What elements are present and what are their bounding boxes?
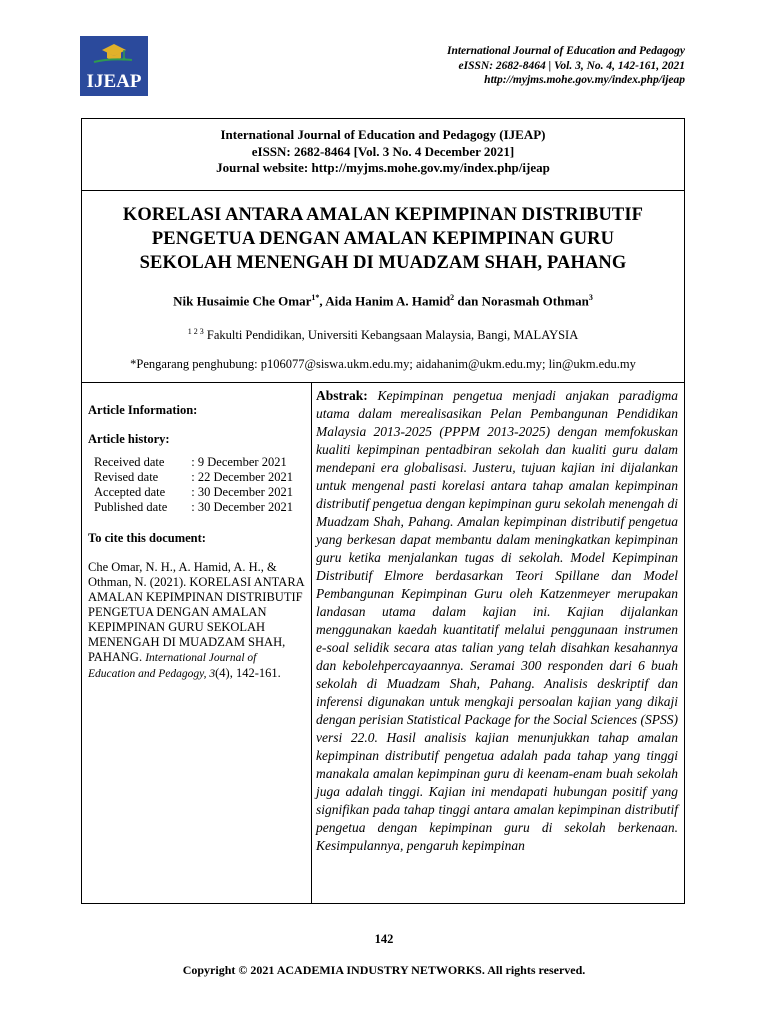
- masthead-issn: eISSN: 2682-8464 [Vol. 3 No. 4 December 2021]: [251, 143, 515, 159]
- abstract-text: Kepimpinan pengetua menjadi anjakan paradigma utama dalam merealisasikan Pelan Pembangunan Pendidikan Malaysia 2013-2025 (PPPM 2013-2025) dengan memfokuskan kualiti kepimpinan pentadbiran sekolah dan kualiti guru dalam mendepani era globalisasi. Justeru, tujuan kajian ini dijalankan untuk mengenal pasti korelasi antara tahap amalan kepimpinan distributif pengetua dengan kepimpinan guru sekolah menengah di Muadzam Shah, Pahang. Amalan kepimpinan distributif pengetua yang berkesan dapat membantu dalam meningkatkan kepimpinan guru ketika menjalankan tugas di sekolah. Model Kepimpinan Distributif Elmore berdasarkan Teori Spillane dan Model Pembangunan Kepimpinan Guru oleh Katzenmeyer merupakan landasan utama dalam kajian ini. Kajian dijalankan menggunakan kaedah kuantitatif melalui penggunaan instrumen e-soal selidik secara atas talian yang telah disahkan kesahannya dan kebolehpercayaannya. Seramai 300 responden dari 6 buah sekolah di Muadzam Shah, Pahang. Analisis deskriptif dan inferensi digunakan untuk mengkaji persoalan kajian yang dikaji dengan perisian Statistical Package for the Social Sciences (SPSS) versi 22.0. Hasil analisis kajian menunjukkan tahap amalan kepimpinan distributif pengetua adalah pada tahap yang tinggi manakala amalan kepimpinan guru di keenam-enam buah sekolah juga adalah tinggi. Kajian ini mendapati hubungan positif yang signifikan pada tahap tinggi antara amalan kepimpinan distributif pengetua dengan kepimpinan guru di sekolah berkenaan. Kesimpulannya, pengaruh kepimpinan: [316, 388, 678, 853]
- title-line-1: KORELASI ANTARA AMALAN KEPIMPINAN DISTRIBUTIF: [122, 205, 644, 225]
- history-label: Accepted date: [94, 485, 166, 499]
- article-info-label: Article Information:: [88, 403, 198, 417]
- author-sep: dan: [454, 293, 482, 309]
- page-number: 142: [374, 932, 394, 946]
- author-3: Norasmah Othman: [481, 293, 589, 309]
- article-history-label: Article history:: [88, 432, 170, 446]
- header-journal: International Journal of Education and Pedagogy: [446, 45, 685, 57]
- article-frame: [81, 118, 685, 904]
- history-row: [94, 485, 297, 500]
- masthead-website[interactable]: Journal website: http://myjms.mohe.gov.my/index.php/ijeap: [216, 160, 550, 175]
- corresponding-author: *Pengarang penghubung: p106077@siswa.ukm.edu.my; aidahanim@ukm.edu.my; lin@ukm.edu.my: [130, 357, 636, 372]
- history-row: [94, 455, 297, 470]
- history-row: [94, 500, 297, 515]
- title-block: [82, 191, 684, 383]
- title-line-3: SEKOLAH MENENGAH DI MUADZAM SHAH, PAHANG: [139, 253, 627, 273]
- author-1-sup: 1*: [311, 293, 320, 302]
- history-value: : 30 December 2021: [191, 500, 293, 514]
- author-2-sup: 2: [450, 293, 455, 302]
- paper-title: [82, 203, 684, 275]
- history-row: [94, 470, 297, 485]
- citation-pages: (4), 142-161.: [215, 666, 281, 680]
- masthead-journal: International Journal of Education and Pedagogy (IJEAP): [220, 127, 546, 142]
- header-url[interactable]: http://myjms.mohe.gov.my/index.php/ijeap: [484, 74, 685, 86]
- history-value: : 30 December 2021: [191, 485, 293, 499]
- author-2: Aida Hanim A. Hamid: [325, 293, 451, 309]
- affiliation: [82, 327, 684, 343]
- journal-logo: [80, 36, 148, 96]
- abstract-label: Abstrak:: [316, 388, 368, 403]
- history-table: [94, 455, 297, 515]
- history-label: Revised date: [94, 470, 159, 484]
- history-label: Received date: [94, 455, 165, 469]
- abstract: [312, 383, 684, 903]
- citation: [88, 560, 305, 682]
- history-value: : 9 December 2021: [191, 455, 287, 469]
- author-list: [82, 293, 684, 309]
- cite-label: To cite this document:: [88, 531, 206, 545]
- affiliation-text: Fakulti Pendidikan, Universiti Kebangsaan Malaysia, Bangi, MALAYSIA: [203, 328, 579, 343]
- author-3-sup: 3: [588, 293, 593, 302]
- history-value: : 22 December 2021: [191, 470, 293, 484]
- header-issn: eISSN: 2682-8464 | Vol. 3, No. 4, 142-161, 2021: [458, 59, 685, 72]
- logo-text: IJEAP: [86, 71, 142, 92]
- title-line-2: PENGETUA DENGAN AMALAN KEPIMPINAN GURU: [151, 229, 615, 249]
- citation-journal: International Journal of Education and Pedagogy, 3: [88, 652, 257, 680]
- running-header: [325, 44, 685, 88]
- author-1: Nik Husaimie Che Omar: [173, 293, 312, 309]
- author-sep: ,: [319, 293, 326, 309]
- masthead: [82, 119, 684, 191]
- affiliation-sup: 1 2 3: [187, 327, 204, 337]
- copyright: Copyright © 2021 ACADEMIA INDUSTRY NETWORKS. All rights reserved.: [182, 963, 586, 977]
- article-info-panel: [82, 383, 312, 903]
- history-label: Published date: [94, 500, 168, 514]
- citation-text: Che Omar, N. H., A. Hamid, A. H., & Othman, N. (2021). KORELASI ANTARA AMALAN KEPIMPINAN DISTRIBUTIF PENGETUA DENGAN AMALAN KEPIMPINAN GURU SEKOLAH MENENGAH DI MUADZAM SHAH, PAHANG.: [88, 560, 305, 664]
